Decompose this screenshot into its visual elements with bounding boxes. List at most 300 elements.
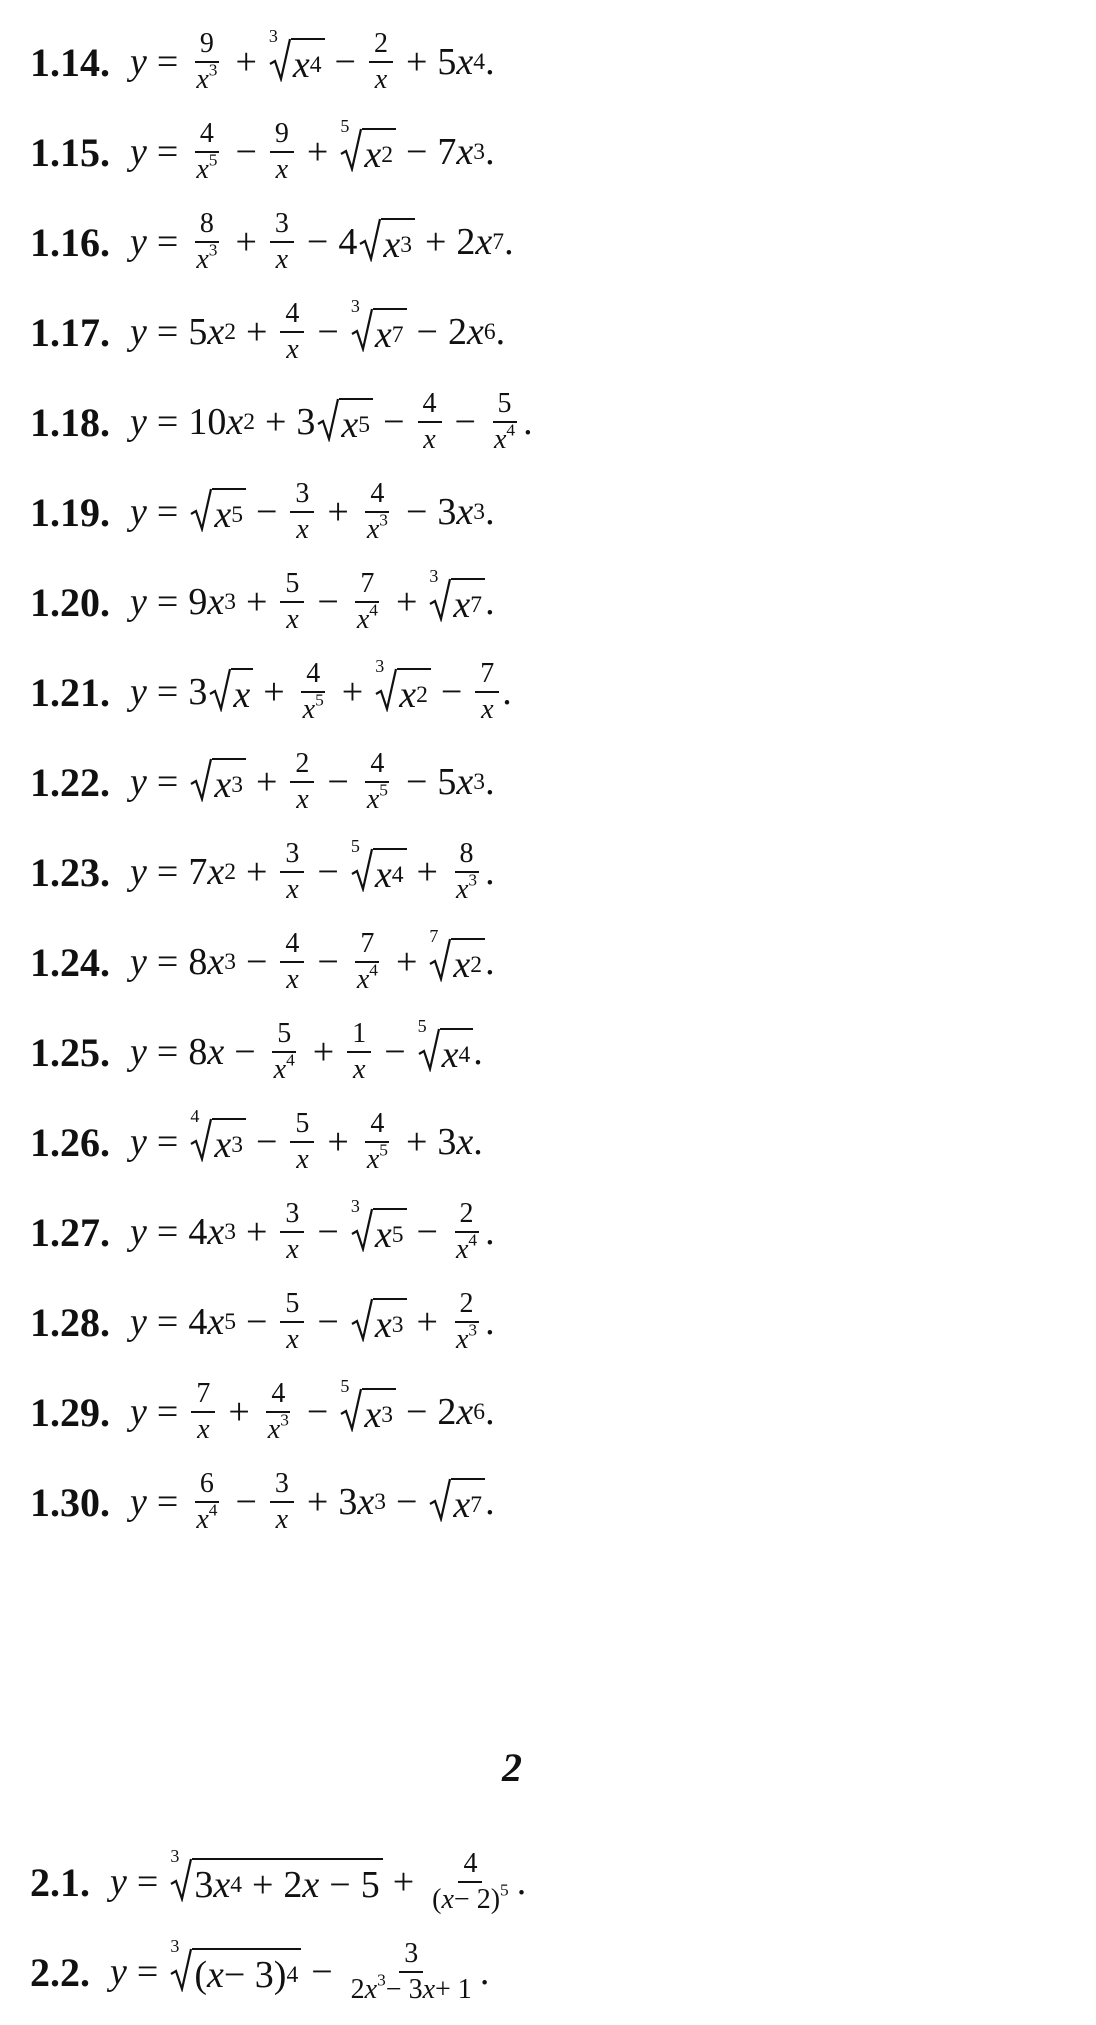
problem-number: 2.2. (30, 1949, 90, 1995)
problem-number: 1.28. (30, 1299, 110, 1345)
fraction-numerator: 4 (280, 930, 304, 963)
variable: x (275, 154, 289, 185)
operator: + (251, 1863, 274, 1906)
equals-sign: = (156, 1031, 179, 1073)
term-text: 2 (350, 1974, 365, 2005)
operator: − (255, 1121, 278, 1163)
radicand: x 3 (381, 218, 415, 267)
operator: − (306, 1391, 329, 1433)
variable: x (341, 403, 359, 446)
fraction-denominator (352, 600, 383, 635)
exponent: 4 (369, 600, 378, 620)
fraction-denominator (191, 240, 222, 275)
fraction-denominator (263, 1410, 294, 1445)
fraction (451, 1200, 482, 1264)
fraction (270, 1470, 294, 1534)
variable: x (296, 514, 309, 545)
formula: y = $\frac{8}{x^3}$ + $\frac{3}{x}$ − 4 x 3 + 2 x 7 . (130, 208, 514, 275)
radicand: x 4 (291, 38, 325, 87)
operator: + (327, 491, 349, 533)
fraction (451, 840, 482, 904)
radical (351, 1298, 407, 1347)
operator: + (416, 1301, 438, 1343)
term-text: 5 (437, 761, 457, 803)
variable: x (207, 851, 225, 893)
fraction-denominator (281, 873, 303, 904)
fraction (270, 120, 294, 184)
operator: + (395, 581, 418, 623)
fraction-numerator: 7 (191, 1380, 215, 1413)
fraction-denominator (281, 333, 303, 364)
radicand: x 2 (397, 668, 431, 717)
variable: x (356, 964, 370, 995)
variable: x (233, 673, 251, 716)
fraction-denominator (362, 1140, 393, 1175)
fraction-numerator: 4 (458, 1850, 482, 1883)
radical-sign-icon (190, 488, 212, 532)
term-text: . (473, 1031, 483, 1073)
fraction-denominator (427, 1880, 514, 1915)
radical (190, 758, 246, 807)
operator: − (235, 1481, 257, 1523)
radicand: x 3 (373, 1298, 407, 1347)
fraction-numerator: 3 (290, 480, 314, 513)
fraction-denominator (191, 60, 222, 95)
problem-item (30, 1930, 489, 2014)
operator: + (424, 221, 447, 263)
operator: + (245, 311, 268, 353)
variable: x (286, 964, 299, 995)
radicand: x 5 (373, 1208, 407, 1257)
variable: x (214, 493, 232, 536)
problem-item (30, 1840, 526, 1924)
radical-sign-icon (429, 1478, 451, 1522)
variable: y (110, 1861, 127, 1903)
variable: x (423, 424, 436, 455)
fraction-numerator: 4 (365, 480, 389, 513)
variable: x (296, 1144, 309, 1175)
problem-number: 1.18. (30, 399, 110, 445)
fraction-numerator: 7 (355, 570, 379, 603)
fraction-denominator (291, 513, 313, 544)
fraction-numerator: 4 (266, 1380, 290, 1413)
equals-sign: = (156, 1301, 179, 1343)
variable: y (130, 41, 147, 83)
problem-number: 2.1. (30, 1859, 90, 1905)
operator: + (235, 41, 257, 83)
fraction-denominator (352, 960, 383, 995)
operator: + (405, 1121, 428, 1163)
fraction-denominator (271, 153, 293, 184)
variable: y (130, 1481, 147, 1523)
operator: − (334, 41, 356, 83)
term-text: . (485, 1391, 495, 1433)
variable: x (456, 1121, 474, 1163)
radical-index: 3 (170, 1845, 180, 1866)
equals-sign: = (156, 401, 179, 443)
variable: x (207, 941, 225, 983)
radical (429, 565, 485, 627)
radical-index: 7 (429, 925, 439, 946)
exponent: 4 (468, 1230, 478, 1250)
problem-number: 1.16. (30, 219, 110, 265)
term-text: 4 (338, 221, 358, 263)
term-text: 5 (437, 41, 457, 83)
problem-number: 1.25. (30, 1029, 110, 1075)
radicand (231, 668, 253, 717)
operator: − (416, 311, 438, 353)
fraction (280, 1200, 304, 1264)
term-text: . (485, 1481, 495, 1523)
formula: y = 4 x 5 − $\frac{5}{x}$ − x 3 + $\frac{2}{x^3}$ . (130, 1288, 495, 1355)
term-text: 7 (437, 131, 457, 173)
fraction-numerator: 3 (399, 1940, 423, 1973)
radicand: 3 x 4 + 2 x − 5 (192, 1858, 382, 1907)
radical-index: 3 (350, 295, 360, 316)
operator: − (311, 1951, 333, 1993)
fraction-denominator (346, 1970, 477, 2005)
variable: x (296, 784, 309, 815)
fraction-numerator: 4 (365, 750, 389, 783)
radical-sign-icon (351, 1298, 373, 1342)
equals-sign: = (156, 221, 179, 263)
equals-sign: = (156, 131, 179, 173)
equals-sign: = (136, 1861, 159, 1903)
equals-sign: = (156, 1121, 179, 1163)
variable: x (352, 1054, 366, 1085)
fraction-numerator: 4 (195, 120, 219, 153)
variable: x (292, 43, 310, 86)
variable: x (493, 424, 507, 455)
fraction-denominator (451, 1230, 482, 1265)
variable: x (356, 604, 370, 635)
formula: y = 5 x 2 + $\frac{4}{x}$ − 3 x 7 − 2 x 6 . (130, 295, 506, 365)
variable: y (130, 581, 147, 623)
fraction (191, 1470, 222, 1534)
fraction (346, 1940, 477, 2004)
variable: x (455, 1234, 469, 1265)
variable: x (286, 334, 299, 365)
variable: y (130, 1211, 147, 1253)
term-text: . (485, 41, 495, 83)
term-text: − 2) (453, 1884, 501, 1915)
operator: − (245, 941, 268, 983)
fraction-denominator (271, 243, 293, 274)
operator: + (228, 1391, 250, 1433)
fraction (269, 1020, 300, 1084)
variable: x (302, 1863, 320, 1906)
fraction (280, 840, 304, 904)
equals-sign: = (156, 671, 179, 713)
term-text: . (485, 131, 495, 173)
operator: − (234, 1031, 256, 1073)
radical (350, 295, 407, 357)
problem-number: 1.22. (30, 759, 110, 805)
operator: − (383, 401, 405, 443)
equals-sign: = (156, 761, 179, 803)
term-text: . (485, 491, 495, 533)
fraction-numerator: 4 (301, 660, 325, 693)
variable: x (374, 64, 388, 95)
radical-index: 3 (268, 25, 278, 46)
variable: y (130, 671, 147, 713)
radicand: ( x − 3) 4 (192, 1948, 301, 1997)
radical (317, 398, 373, 447)
variable: x (441, 1033, 459, 1076)
term-text: 8 (188, 1031, 208, 1073)
fraction-numerator: 4 (365, 1110, 389, 1143)
term-text: 3 (437, 1121, 457, 1163)
term-text: 4 (188, 1211, 208, 1253)
operator: − (317, 941, 339, 983)
fraction (290, 480, 314, 544)
variable: y (130, 1121, 147, 1163)
fraction (451, 1290, 482, 1354)
radicand: x 4 (373, 848, 407, 897)
radical (359, 218, 415, 267)
radical-index: 3 (170, 1935, 180, 1956)
equals-sign: = (156, 311, 179, 353)
radical (429, 925, 485, 987)
fraction (263, 1380, 294, 1444)
fraction-numerator: 9 (195, 30, 219, 63)
fraction (347, 1020, 371, 1084)
exponent: 3 (379, 510, 388, 530)
variable: x (366, 514, 380, 545)
radical-index: 3 (375, 655, 385, 676)
exponent: 3 (208, 240, 218, 260)
radicand: x 2 (362, 128, 396, 177)
equals-sign: = (156, 581, 179, 623)
variable: x (374, 1213, 392, 1256)
variable: y (130, 311, 147, 353)
variable: x (206, 1953, 224, 1996)
fraction-numerator: 5 (280, 570, 304, 603)
operator: − (440, 671, 463, 713)
variable: x (357, 1481, 375, 1523)
variable: x (453, 1483, 471, 1526)
fraction (369, 30, 393, 94)
operator: − (405, 761, 428, 803)
formula (130, 655, 512, 725)
formula (110, 1935, 490, 2005)
variable: x (366, 784, 380, 815)
formula: y = 8 x 3 − $\frac{4}{x}$ − $\frac{7}{x^4}$ + 7 x 2 . (130, 925, 495, 995)
problem-item (30, 560, 495, 644)
variable: x (366, 1144, 380, 1175)
fraction-numerator: 3 (280, 1200, 304, 1233)
variable: x (456, 1391, 474, 1433)
fraction (427, 1850, 514, 1914)
radical-sign-icon (317, 398, 339, 442)
problem-item (30, 920, 495, 1004)
term-text: − 3 (385, 1974, 423, 2005)
variable: y (130, 221, 147, 263)
fraction-numerator: 3 (280, 840, 304, 873)
variable: y (130, 131, 147, 173)
problem-item (30, 1190, 495, 1274)
radical-sign-icon (209, 668, 231, 712)
fraction-denominator (362, 780, 393, 815)
term-text: 2 (283, 1863, 303, 1906)
problem-item (30, 470, 495, 554)
fraction-denominator (291, 783, 313, 814)
fraction (191, 30, 222, 94)
term-text: 3 (437, 491, 457, 533)
formula: y = $\frac{4}{x^5}$ − $\frac{9}{x}$ + 5 x 2 − 7 x 3 . (130, 115, 495, 185)
radical (350, 1195, 407, 1257)
variable: x (213, 1863, 231, 1906)
section-heading: 2 (502, 1745, 522, 1790)
radical (429, 1478, 485, 1527)
equals-sign: = (156, 491, 179, 533)
equals-sign: = (156, 851, 179, 893)
term-text: . (485, 941, 495, 983)
term-text: 4 (188, 1301, 208, 1343)
fraction-denominator (291, 1143, 313, 1174)
term-text: ( (194, 1953, 207, 1996)
fraction-numerator: 1 (347, 1020, 371, 1053)
exponent: 4 (286, 1050, 295, 1070)
radical (417, 1015, 474, 1077)
term-text: . (479, 1951, 490, 1993)
operator: − (395, 1481, 418, 1523)
radicand: x 3 (212, 758, 246, 807)
formula: y = 7 x 2 + $\frac{3}{x}$ − 5 x 4 + $\frac{8}{x^3}$ . (130, 835, 495, 905)
problem-number: 1.24. (30, 939, 110, 985)
term-text: 3 (338, 1481, 358, 1523)
fraction-numerator: 9 (270, 120, 294, 153)
operator: + (263, 671, 285, 713)
term-text: . (485, 1211, 495, 1253)
operator: − (317, 1301, 339, 1343)
term-text: 3 (296, 401, 316, 443)
variable: x (374, 313, 392, 356)
operator: − (317, 581, 339, 623)
operator: − (329, 1863, 351, 1906)
operator: − (416, 1211, 438, 1253)
fraction-denominator (281, 1323, 303, 1354)
fraction-denominator (451, 1320, 482, 1355)
radical-index: 5 (340, 115, 350, 136)
operator: − (255, 491, 278, 533)
radical (209, 668, 253, 717)
problem-item (30, 290, 505, 374)
problem-item (30, 1460, 495, 1544)
term-text: . (485, 851, 495, 893)
variable: x (197, 1414, 210, 1445)
variable: x (456, 761, 474, 803)
operator: − (405, 491, 428, 533)
radicand: x 7 (451, 1478, 485, 1527)
variable: y (130, 491, 147, 533)
exponent: 5 (379, 780, 388, 800)
fraction (280, 1290, 304, 1354)
problem-item (30, 650, 512, 734)
operator: + (306, 1481, 329, 1523)
fraction-denominator (192, 1413, 214, 1444)
variable: y (130, 941, 147, 983)
variable: x (286, 1324, 299, 1355)
fraction-numerator: 8 (455, 840, 479, 873)
radical (190, 488, 246, 537)
operator: − (235, 131, 257, 173)
variable: x (214, 763, 232, 806)
operator: − (454, 401, 476, 443)
term-text: 3 (188, 671, 208, 713)
fraction-denominator (418, 423, 440, 454)
formula (110, 1845, 527, 1915)
radical (340, 1375, 396, 1437)
radical-index: 5 (417, 1015, 427, 1036)
variable: x (196, 1504, 209, 1535)
variable: x (196, 64, 209, 95)
fraction (191, 120, 222, 184)
fraction (475, 660, 499, 724)
variable: x (383, 223, 401, 266)
problem-item (30, 20, 495, 104)
fraction (362, 750, 393, 814)
fraction-denominator (281, 963, 303, 994)
operator: − (317, 1211, 339, 1253)
variable: x (207, 311, 225, 353)
variable: x (207, 1211, 225, 1253)
formula (130, 1105, 483, 1175)
radical (340, 115, 396, 177)
variable: y (130, 851, 147, 893)
exponent: 3 (377, 1970, 386, 1990)
exponent: 4 (208, 1500, 218, 1520)
variable: x (196, 154, 209, 185)
variable: x (226, 401, 244, 443)
variable: x (456, 131, 474, 173)
variable: x (364, 1393, 382, 1436)
fraction-numerator: 4 (418, 390, 442, 423)
problem-item (30, 1100, 483, 1184)
variable: x (455, 874, 469, 905)
fraction-denominator (489, 420, 520, 455)
operator: + (405, 41, 428, 83)
variable: x (286, 874, 299, 905)
term-text: 9 (188, 581, 208, 623)
variable: y (130, 401, 147, 443)
problem-item (30, 380, 533, 464)
variable: y (130, 1031, 147, 1073)
fraction-denominator (476, 693, 498, 724)
term-text: . (485, 1301, 495, 1343)
variable: x (456, 41, 474, 83)
fraction (280, 300, 304, 364)
variable: x (364, 133, 382, 176)
term-text: + 1 (435, 1974, 472, 2005)
operator: − (306, 221, 329, 263)
problem-item (30, 740, 495, 824)
formula: y = 9 x 3 + $\frac{5}{x}$ − $\frac{7}{x^4}$ + 3 x 7 . (130, 565, 495, 635)
exponent: 3 (468, 1320, 478, 1340)
formula: y = $\frac{7}{x}$ + $\frac{4}{x^3}$ − 5 x 3 − 2 x 6 . (130, 1375, 495, 1445)
fraction-numerator: 4 (280, 300, 304, 333)
fraction-numerator: 5 (493, 390, 517, 423)
variable: x (207, 581, 225, 623)
operator: + (306, 131, 329, 173)
term-text: . (495, 311, 506, 353)
variable: x (475, 221, 493, 263)
radical-sign-icon (190, 758, 212, 802)
operator: − (245, 1301, 268, 1343)
fraction (280, 930, 304, 994)
term-text: 3 (194, 1863, 214, 1906)
problem-item (30, 110, 495, 194)
